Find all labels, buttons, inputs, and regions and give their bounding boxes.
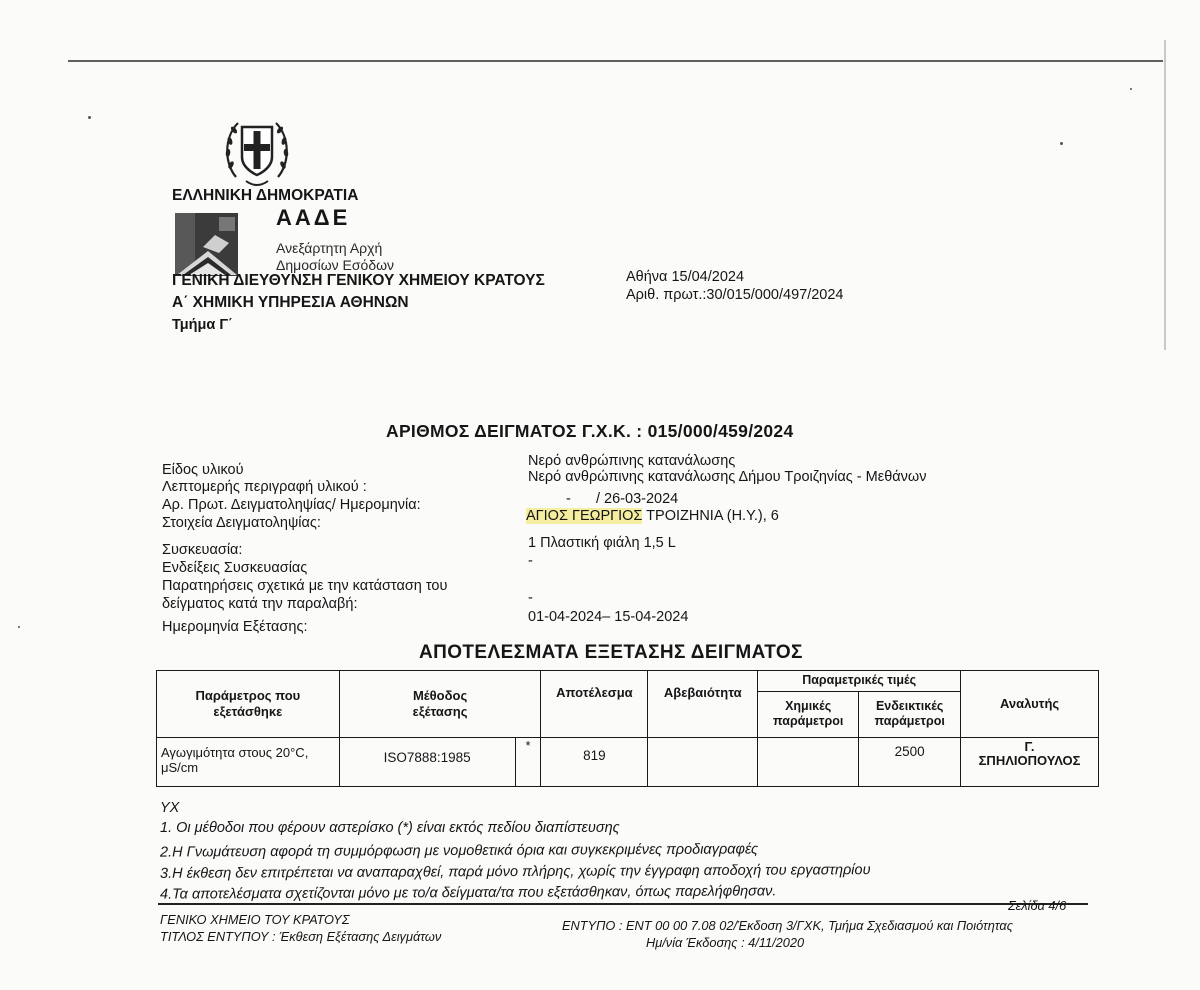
header-parametric-values: Παραμετρικές τιμές (758, 671, 961, 692)
value-observations: - (528, 590, 533, 606)
table-row (157, 738, 1099, 787)
note-1: 1. Οι μέθοδοι που φέρουν αστερίσκο (*) είναι εκτός πεδίου διαπίστευσης (160, 820, 620, 836)
header-result: Αποτέλεσμα (541, 671, 648, 738)
results-table (156, 670, 1099, 787)
footer-form-code: ΕΝΤΥΠΟ : ΕΝΤ 00 00 7.08 02/Έκδοση 3/ΓΧΚ, Τμήμα Σχεδιασμού και Ποιότητας (562, 918, 1013, 933)
label-sampling-protocol: Αρ. Πρωτ. Δειγματοληψίας/ Ημερομηνία: (162, 497, 421, 513)
footer-page-number: Σελίδα 4/6 (1008, 898, 1067, 913)
cell-asterisk: * (515, 738, 541, 787)
location-rest: ΤΡΟΙΖΗΝΙΑ (Η.Υ.), 6 (646, 508, 779, 524)
header-chemical: Χημικές παράμετροι (758, 691, 859, 737)
aade-subtitle-2: Δημοσίων Εσόδων (276, 257, 395, 273)
label-description: Λεπτομερής περιγραφή υλικού : (162, 479, 367, 495)
scan-speck (1130, 88, 1132, 90)
cell-method: ISO7888:1985 (339, 738, 515, 787)
note-4: 4.Τα αποτελέσματα σχετίζονται μόνο με το/α δείγματα/τα που εξετάσθηκαν, όπως παρελήφθησαν. (159, 883, 777, 903)
results-header-row (157, 671, 1099, 692)
value-exam-dates: 01-04-2024– 15-04-2024 (528, 609, 689, 625)
value-protocol-dash: - (566, 491, 571, 507)
aade-title: ΑΑΔΕ (276, 205, 351, 230)
cell-parameter: Αγωγιμότητα στους 20°C, μS/cm (157, 738, 340, 787)
label-sampling-details: Στοιχεία Δειγματοληψίας: (162, 515, 321, 531)
cell-indicative: 2500 (859, 738, 961, 787)
document-date: Αθήνα 15/04/2024 (626, 269, 745, 285)
value-protocol-date: / 26-03-2024 (596, 491, 679, 507)
sample-number-title: ΑΡΙΘΜΟΣ ΔΕΙΓΜΑΤΟΣ Γ.Χ.Κ. : 015/000/459/2024 (386, 421, 794, 441)
value-package-indications: - (528, 553, 533, 569)
right-scan-edge (1164, 40, 1166, 350)
label-exam-date: Ημερομηνία Εξέτασης: (162, 619, 308, 635)
value-sampling-location (526, 508, 779, 524)
directorate-heading: ΓΕΝΙΚΗ ΔΙΕΥΘΥΝΣΗ ΓΕΝΙΚΟΥ ΧΗΜΕΙΟΥ ΚΡΑΤΟΥΣ (172, 272, 545, 289)
footer-form-title: ΤΙΤΛΟΣ ΕΝΤΥΠΟΥ : Έκθεση Εξέτασης Δειγμάτων (160, 929, 442, 944)
aade-subtitle-1: Ανεξάρτητη Αρχή (276, 240, 383, 256)
header-indicative: Ενδεικτικές παράμετροι (859, 691, 961, 737)
notes-initials: ΥΧ (160, 800, 180, 816)
department-heading: Τμήμα Γ΄ (172, 317, 233, 333)
cell-uncertainty (648, 738, 758, 787)
location-highlight: ΑΓΙΟΣ ΓΕΩΡΓΙΟΣ (526, 508, 643, 524)
header-analyst: Αναλυτής (961, 671, 1099, 738)
label-packaging: Συσκευασία: (162, 542, 243, 558)
header-uncertainty: Αβεβαιότητα (648, 671, 758, 738)
protocol-number: Αριθ. πρωτ.:30/015/000/497/2024 (626, 287, 844, 303)
top-scan-edge (68, 60, 1163, 62)
analyst-initial: Γ. (1024, 739, 1035, 754)
republic-heading: ΕΛΛΗΝΙΚΗ ΔΗΜΟΚΡΑΤΙΑ (172, 187, 359, 204)
note-2: 2.Η Γνωμάτευση αφορά τη συμμόρφωση με νομοθετικά όρια και συγκεκριμένες προδιαγραφές (159, 841, 759, 861)
analyst-name: ΣΠΗΛΙΟΠΟΥΛΟΣ (978, 753, 1081, 769)
footer-org: ΓΕΝΙΚΟ ΧΗΜΕΙΟ ΤΟΥ ΚΡΑΤΟΥΣ (160, 912, 350, 927)
scan-speck (88, 116, 91, 119)
cell-chemical (758, 738, 859, 787)
header-parameter: Παράμετρος που εξετάσθηκε (157, 671, 340, 738)
value-packaging: 1 Πλαστική φιάλη 1,5 L (528, 535, 676, 551)
service-heading: Α΄ ΧΗΜΙΚΗ ΥΠΗΡΕΣΙΑ ΑΘΗΝΩΝ (172, 294, 409, 311)
cell-result: 819 (541, 738, 648, 787)
aade-logo-icon (175, 213, 238, 276)
footer-divider (158, 903, 1088, 905)
header-method: Μέθοδος εξέτασης (339, 671, 541, 738)
note-3: 3.Η έκθεση δεν επιτρέπεται να αναπαραχθεί, παρά μόνο πλήρης, χωρίς την έγγραφη αποδοχή του εργαστηρίου (159, 862, 871, 882)
results-title: ΑΠΟΤΕΛΕΣΜΑΤΑ ΕΞΕΤΑΣΗΣ ΔΕΙΓΜΑΤΟΣ (419, 642, 803, 663)
cell-analyst (961, 738, 1099, 787)
label-observations-1: Παρατηρήσεις σχετικά με την κατάσταση του (162, 578, 448, 594)
value-description: Νερό ανθρώπινης κατανάλωσης Δήμου Τροιζηνίας - Μεθάνων (528, 469, 927, 485)
value-material-type: Νερό ανθρώπινης κατανάλωσης (528, 453, 736, 469)
label-package-indications: Ενδείξεις Συσκευασίας (162, 560, 308, 576)
greek-emblem-icon (222, 115, 292, 190)
scan-speck (1060, 142, 1063, 145)
footer-issue-date: Ημ/νία Έκδοσης : 4/11/2020 (646, 935, 805, 950)
label-material-type: Είδος υλικού (162, 462, 244, 478)
label-observations-2: δείγματος κατά την παραλαβή: (162, 596, 358, 612)
scan-speck (18, 626, 20, 628)
